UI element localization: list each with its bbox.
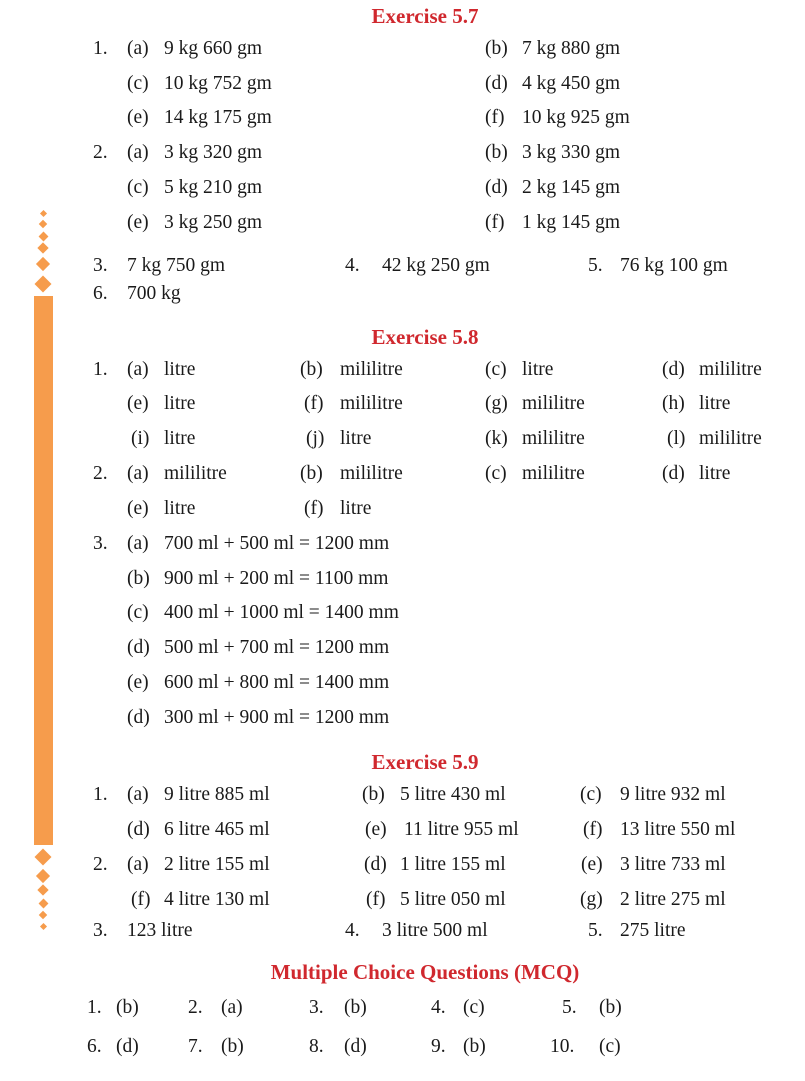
answer-text: 2 litre 275 ml: [620, 889, 726, 910]
option-label: (e): [127, 212, 149, 233]
answer-text: 7 kg 880 gm: [522, 38, 621, 59]
option-label: (h): [662, 393, 685, 414]
answer-text: 7 kg 750 gm: [127, 255, 226, 276]
diamond-decoration-icon: [35, 849, 52, 866]
answer-text: mililitre: [340, 463, 403, 484]
question-number: 6.: [87, 1036, 102, 1057]
answer-text: 300 ml + 900 ml = 1200 mm: [164, 707, 390, 728]
diamond-decoration-icon: [36, 869, 50, 883]
option-label: (e): [127, 498, 149, 519]
question-number: 2.: [93, 142, 108, 163]
answer-text: litre: [340, 498, 372, 519]
answer-text: 3 kg 250 gm: [164, 212, 263, 233]
option-label: (c): [485, 463, 507, 484]
option-label: (c): [127, 73, 149, 94]
question-number: 10.: [550, 1036, 575, 1057]
answer-text: 42 kg 250 gm: [382, 255, 490, 276]
answer-text: 10 kg 752 gm: [164, 73, 272, 94]
option-label: (c): [485, 359, 507, 380]
answer-text: litre: [522, 359, 554, 380]
answer-text: 123 litre: [127, 920, 193, 941]
option-label: (b): [344, 997, 367, 1018]
option-label: (j): [306, 428, 325, 449]
option-label: (a): [127, 359, 149, 380]
option-label: (d): [662, 463, 685, 484]
question-number: 5.: [588, 920, 603, 941]
diamond-decoration-icon: [38, 898, 48, 908]
question-number: 4.: [431, 997, 446, 1018]
answer-text: mililitre: [522, 428, 585, 449]
diamond-decoration-icon: [39, 220, 47, 228]
option-label: (c): [463, 997, 485, 1018]
answer-text: mililitre: [699, 359, 762, 380]
answer-text: 5 kg 210 gm: [164, 177, 263, 198]
answer-text: 3 kg 320 gm: [164, 142, 263, 163]
option-label: (b): [485, 142, 508, 163]
question-number: 8.: [309, 1036, 324, 1057]
answer-text: 11 litre 955 ml: [404, 819, 519, 840]
diamond-decoration-icon: [38, 231, 48, 241]
option-label: (k): [485, 428, 508, 449]
option-label: (e): [365, 819, 387, 840]
answer-text: mililitre: [522, 463, 585, 484]
question-number: 3.: [93, 920, 108, 941]
option-label: (c): [599, 1036, 621, 1057]
option-label: (l): [667, 428, 686, 449]
answer-text: 6 litre 465 ml: [164, 819, 270, 840]
question-number: 3.: [309, 997, 324, 1018]
option-label: (b): [599, 997, 622, 1018]
question-number: 5.: [562, 997, 577, 1018]
option-label: (f): [485, 107, 505, 128]
option-label: (a): [127, 142, 149, 163]
answer-text: 500 ml + 700 ml = 1200 mm: [164, 637, 390, 658]
question-number: 2.: [93, 463, 108, 484]
answer-text: 400 ml + 1000 ml = 1400 mm: [164, 602, 399, 623]
question-number: 7.: [188, 1036, 203, 1057]
answer-text: 600 ml + 800 ml = 1400 mm: [164, 672, 390, 693]
diamond-decoration-icon: [35, 276, 52, 293]
diamond-decoration-icon: [39, 922, 46, 929]
diamond-decoration-icon: [36, 257, 50, 271]
question-number: 2.: [188, 997, 203, 1018]
answer-text: 76 kg 100 gm: [620, 255, 728, 276]
option-label: (d): [485, 177, 508, 198]
answer-text: 2 litre 155 ml: [164, 854, 270, 875]
option-label: (b): [463, 1036, 486, 1057]
option-label: (d): [127, 819, 150, 840]
option-label: (d): [662, 359, 685, 380]
option-label: (d): [344, 1036, 367, 1057]
answer-text: mililitre: [164, 463, 227, 484]
question-number: 9.: [431, 1036, 446, 1057]
answer-text: 9 litre 885 ml: [164, 784, 270, 805]
question-number: 6.: [93, 283, 108, 304]
answer-text: 900 ml + 200 ml = 1100 mm: [164, 568, 389, 589]
option-label: (b): [127, 568, 150, 589]
question-number: 4.: [345, 255, 360, 276]
answer-text: 9 litre 932 ml: [620, 784, 726, 805]
answer-text: 2 kg 145 gm: [522, 177, 621, 198]
option-label: (b): [221, 1036, 244, 1057]
answer-text: mililitre: [340, 393, 403, 414]
answer-text: 10 kg 925 gm: [522, 107, 630, 128]
answer-text: 275 litre: [620, 920, 686, 941]
question-number: 1.: [93, 784, 108, 805]
option-label: (b): [116, 997, 139, 1018]
answer-text: litre: [699, 393, 731, 414]
option-label: (d): [127, 707, 150, 728]
answer-text: 3 kg 330 gm: [522, 142, 621, 163]
option-label: (a): [127, 533, 149, 554]
answer-text: litre: [164, 359, 196, 380]
answer-text: 1 kg 145 gm: [522, 212, 621, 233]
option-label: (d): [116, 1036, 139, 1057]
option-label: (a): [127, 854, 149, 875]
option-label: (a): [127, 784, 149, 805]
option-label: (e): [127, 672, 149, 693]
answer-text: 14 kg 175 gm: [164, 107, 272, 128]
diamond-decoration-icon: [37, 242, 48, 253]
answer-text: 3 litre 500 ml: [382, 920, 488, 941]
answer-text: 5 litre 430 ml: [400, 784, 506, 805]
answer-text: 13 litre 550 ml: [620, 819, 736, 840]
option-label: (c): [580, 784, 602, 805]
option-label: (f): [304, 498, 324, 519]
question-number: 1.: [93, 38, 108, 59]
answer-text: 700 kg: [127, 283, 181, 304]
diamond-decoration-icon: [39, 911, 47, 919]
option-label: (f): [485, 212, 505, 233]
option-label: (d): [364, 854, 387, 875]
diamond-decoration-icon: [39, 209, 46, 216]
option-label: (a): [127, 463, 149, 484]
answer-text: litre: [164, 393, 196, 414]
option-label: (c): [127, 602, 149, 623]
answer-text: litre: [340, 428, 372, 449]
option-label: (f): [304, 393, 324, 414]
question-number: 1.: [87, 997, 102, 1018]
option-label: (i): [131, 428, 150, 449]
section-heading: Exercise 5.7: [371, 4, 479, 28]
answer-text: 1 litre 155 ml: [400, 854, 506, 875]
option-label: (b): [362, 784, 385, 805]
option-label: (f): [583, 819, 603, 840]
option-label: (a): [127, 38, 149, 59]
question-number: 5.: [588, 255, 603, 276]
option-label: (b): [300, 359, 323, 380]
question-number: 4.: [345, 920, 360, 941]
option-label: (d): [127, 637, 150, 658]
section-heading: Exercise 5.9: [371, 750, 479, 774]
answer-text: 4 litre 130 ml: [164, 889, 270, 910]
answer-text: 5 litre 050 ml: [400, 889, 506, 910]
question-number: 1.: [93, 359, 108, 380]
option-label: (g): [485, 393, 508, 414]
option-label: (g): [580, 889, 603, 910]
answer-text: 3 litre 733 ml: [620, 854, 726, 875]
option-label: (f): [131, 889, 151, 910]
answer-text: 4 kg 450 gm: [522, 73, 621, 94]
answer-text: litre: [164, 428, 196, 449]
answer-text: mililitre: [340, 359, 403, 380]
section-heading: Multiple Choice Questions (MCQ): [270, 960, 580, 984]
option-label: (d): [485, 73, 508, 94]
question-number: 3.: [93, 533, 108, 554]
question-number: 3.: [93, 255, 108, 276]
answer-text: 9 kg 660 gm: [164, 38, 263, 59]
section-heading: Exercise 5.8: [371, 325, 479, 349]
option-label: (e): [127, 393, 149, 414]
option-label: (c): [127, 177, 149, 198]
answer-text: litre: [164, 498, 196, 519]
option-label: (f): [366, 889, 386, 910]
diamond-decoration-icon: [37, 884, 48, 895]
option-label: (a): [221, 997, 243, 1018]
answer-text: mililitre: [522, 393, 585, 414]
option-label: (b): [485, 38, 508, 59]
answer-text: 700 ml + 500 ml = 1200 mm: [164, 533, 390, 554]
question-number: 2.: [93, 854, 108, 875]
answer-text: mililitre: [699, 428, 762, 449]
option-label: (e): [581, 854, 603, 875]
option-label: (e): [127, 107, 149, 128]
option-label: (b): [300, 463, 323, 484]
answer-text: litre: [699, 463, 731, 484]
